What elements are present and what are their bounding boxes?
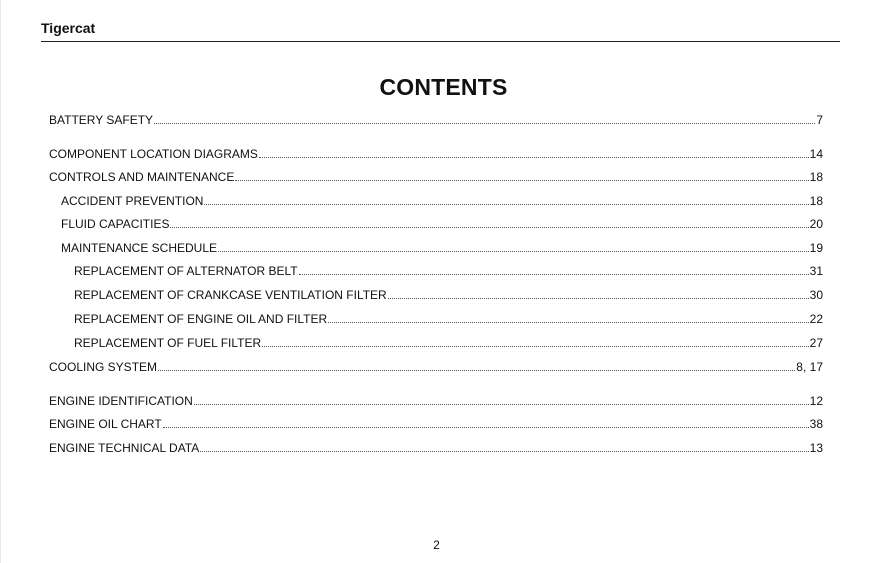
toc-entry-page: 22 [809,312,823,326]
toc-entry-label: FLUID CAPACITIES [61,217,170,231]
toc-entry[interactable] [49,217,823,232]
toc-entry-page: 8, 17 [796,360,823,374]
toc-entry-page: 18 [809,170,823,184]
toc-entry-label: COMPONENT LOCATION DIAGRAMS [49,147,258,161]
toc-entry[interactable] [49,170,823,185]
toc-entry-page: 20 [809,217,823,231]
toc-entry[interactable] [49,288,823,303]
toc-entry[interactable] [49,264,823,279]
toc-entry-page: 31 [809,264,823,278]
toc-entry-page: 13 [809,441,823,455]
toc-entry-label: COOLING SYSTEM [49,360,158,374]
toc-entry-label: ENGINE IDENTIFICATION [49,394,193,408]
toc-entry-page: 7 [816,113,823,127]
toc-entry-label: ENGINE TECHNICAL DATA [49,441,200,455]
toc-entry-page: 30 [809,288,823,302]
toc-leader-dots [388,297,809,299]
toc-entry[interactable] [49,417,823,432]
toc-entry-label: BATTERY SAFETY [49,113,154,127]
toc-leader-dots [218,250,809,252]
toc-entry[interactable] [49,394,823,409]
toc-leader-dots [194,403,809,405]
toc-entry-page: 27 [809,336,823,350]
toc-entry-page: 14 [809,147,823,161]
toc-leader-dots [200,450,808,452]
toc-entry[interactable] [49,360,823,375]
toc-entry[interactable] [49,113,823,128]
toc-leader-dots [154,122,815,124]
toc-entry-page: 38 [809,417,823,431]
toc-leader-dots [262,345,808,347]
toc-entry-label: REPLACEMENT OF ALTERNATOR BELT [74,264,298,278]
toc-entry[interactable] [49,241,823,256]
toc-entry-label: REPLACEMENT OF CRANKCASE VENTILATION FILTER [74,288,387,302]
toc-entry-page: 19 [809,241,823,255]
toc-entry[interactable] [49,147,823,162]
toc-entry-label: ENGINE OIL CHART [49,417,162,431]
toc-leader-dots [204,203,808,205]
toc-entry-label: ACCIDENT PREVENTION [61,194,204,208]
toc-leader-dots [158,369,795,371]
page-title: CONTENTS [379,74,508,100]
toc-entry[interactable] [49,336,823,351]
toc-entry-page: 12 [809,394,823,408]
toc-entry-label: CONTROLS AND MAINTENANCE [49,170,235,184]
header-brand: Tigercat [41,20,96,36]
table-of-contents [49,0,823,563]
toc-leader-dots [235,179,808,181]
toc-leader-dots [328,321,808,323]
toc-entry-label: MAINTENANCE SCHEDULE [61,241,218,255]
toc-leader-dots [299,273,809,275]
toc-leader-dots [163,426,809,428]
toc-entry-page: 18 [809,194,823,208]
page-number: 2 [433,538,440,552]
toc-entry[interactable] [49,441,823,456]
toc-leader-dots [170,226,808,228]
toc-entry-label: REPLACEMENT OF ENGINE OIL AND FILTER [74,312,328,326]
toc-entry-label: REPLACEMENT OF FUEL FILTER [74,336,262,350]
toc-entry[interactable] [49,312,823,327]
toc-leader-dots [259,156,809,158]
toc-entry[interactable] [49,194,823,209]
